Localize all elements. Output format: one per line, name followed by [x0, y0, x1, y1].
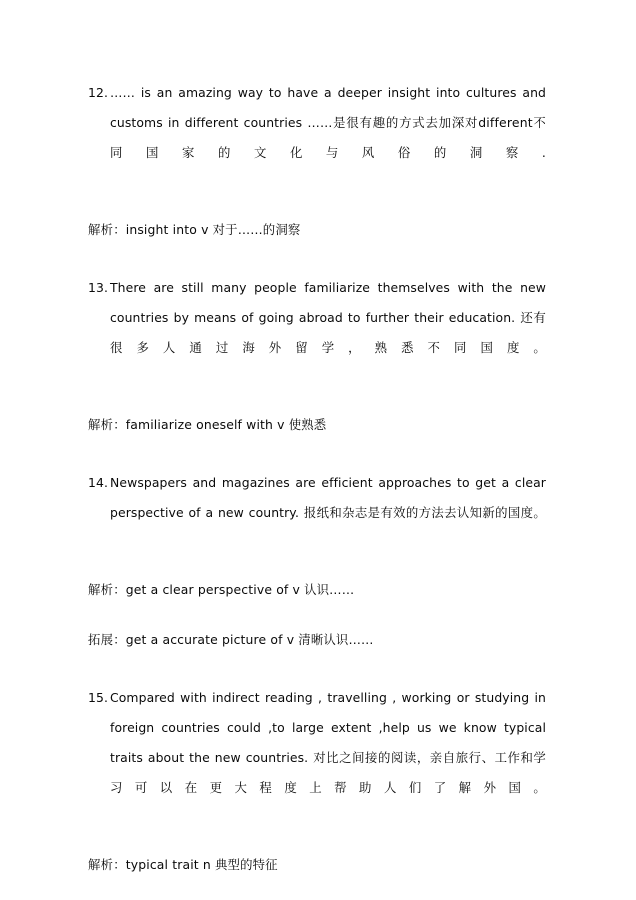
entry-13-english: There are still many people familiarize themselves with the new countries by means of going abroad to further their education.: [110, 280, 546, 325]
entry-13-chinese: 还有很多人通过海外留学，熟悉不同国度。: [110, 310, 547, 355]
entry-14-extension-label: 拓展: [88, 632, 114, 647]
entry-13-text: [88, 273, 546, 393]
entry-14-extension-separator: ：: [113, 632, 126, 647]
entry-15-note-analysis: [88, 850, 546, 880]
entry-14-note-extension: [88, 625, 546, 655]
entry-15-english: Compared with indirect reading , travelling , working or studying in foreign countries could ,to large extent ,help us we know typical traits about the new countries.: [110, 690, 546, 765]
entry-14-number: 14.: [88, 475, 109, 490]
entry-13-note-analysis: [88, 410, 546, 440]
entry-15-note-separator: ：: [113, 857, 126, 872]
entry-15-note-text: typical trait n 典型的特征: [125, 857, 278, 872]
entry-14-chinese: 报纸和杂志是有效的方法去认知新的国度。: [303, 505, 546, 520]
entry-12-note-label: 解析: [88, 222, 114, 237]
entry-14-note-separator: ：: [113, 582, 126, 597]
entry-13-note-separator: ：: [113, 417, 126, 432]
entry-14: [88, 468, 546, 558]
entry-12-english: …… is an amazing way to have a deeper insight into cultures and customs in different countries: [110, 85, 546, 130]
entry-14-english: Newspapers and magazines are efficient approaches to get a clear perspective of a new country.: [110, 475, 546, 520]
entry-15-text: [88, 683, 546, 833]
entry-12-text: [88, 78, 546, 198]
entry-12-note-analysis: [88, 215, 546, 245]
entry-12-chinese: ……是很有趣的方式去加深对different不同国家的文化与风俗的洞察.: [110, 115, 546, 160]
entry-14-note-label: 解析: [88, 582, 114, 597]
entry-13-note-label: 解析: [88, 417, 114, 432]
entry-15: [88, 683, 546, 833]
notes-content: [88, 78, 546, 891]
entry-13-note-text: familiarize oneself with v 使熟悉: [125, 417, 327, 432]
entry-13-number: 13.: [88, 280, 109, 295]
entry-14-extension-text: get a accurate picture of v 清晰认识……: [125, 632, 374, 647]
entry-12-note-text: insight into v 对于……的洞察: [125, 222, 301, 237]
entry-15-number: 15.: [88, 690, 109, 705]
entry-14-note-analysis: [88, 575, 546, 605]
entry-12-number: 12.: [88, 85, 109, 100]
entry-14-note-text: get a clear perspective of v 认识……: [125, 582, 355, 597]
entry-12-note-separator: ：: [113, 222, 126, 237]
entry-13: [88, 273, 546, 393]
entry-15-chinese: 对比之间接的阅读，亲自旅行、工作和学习可以在更大程度上帮助人们了解外国。: [110, 750, 547, 795]
entry-14-text: [88, 468, 546, 558]
entry-12: [88, 78, 546, 198]
entry-15-note-label: 解析: [88, 857, 114, 872]
